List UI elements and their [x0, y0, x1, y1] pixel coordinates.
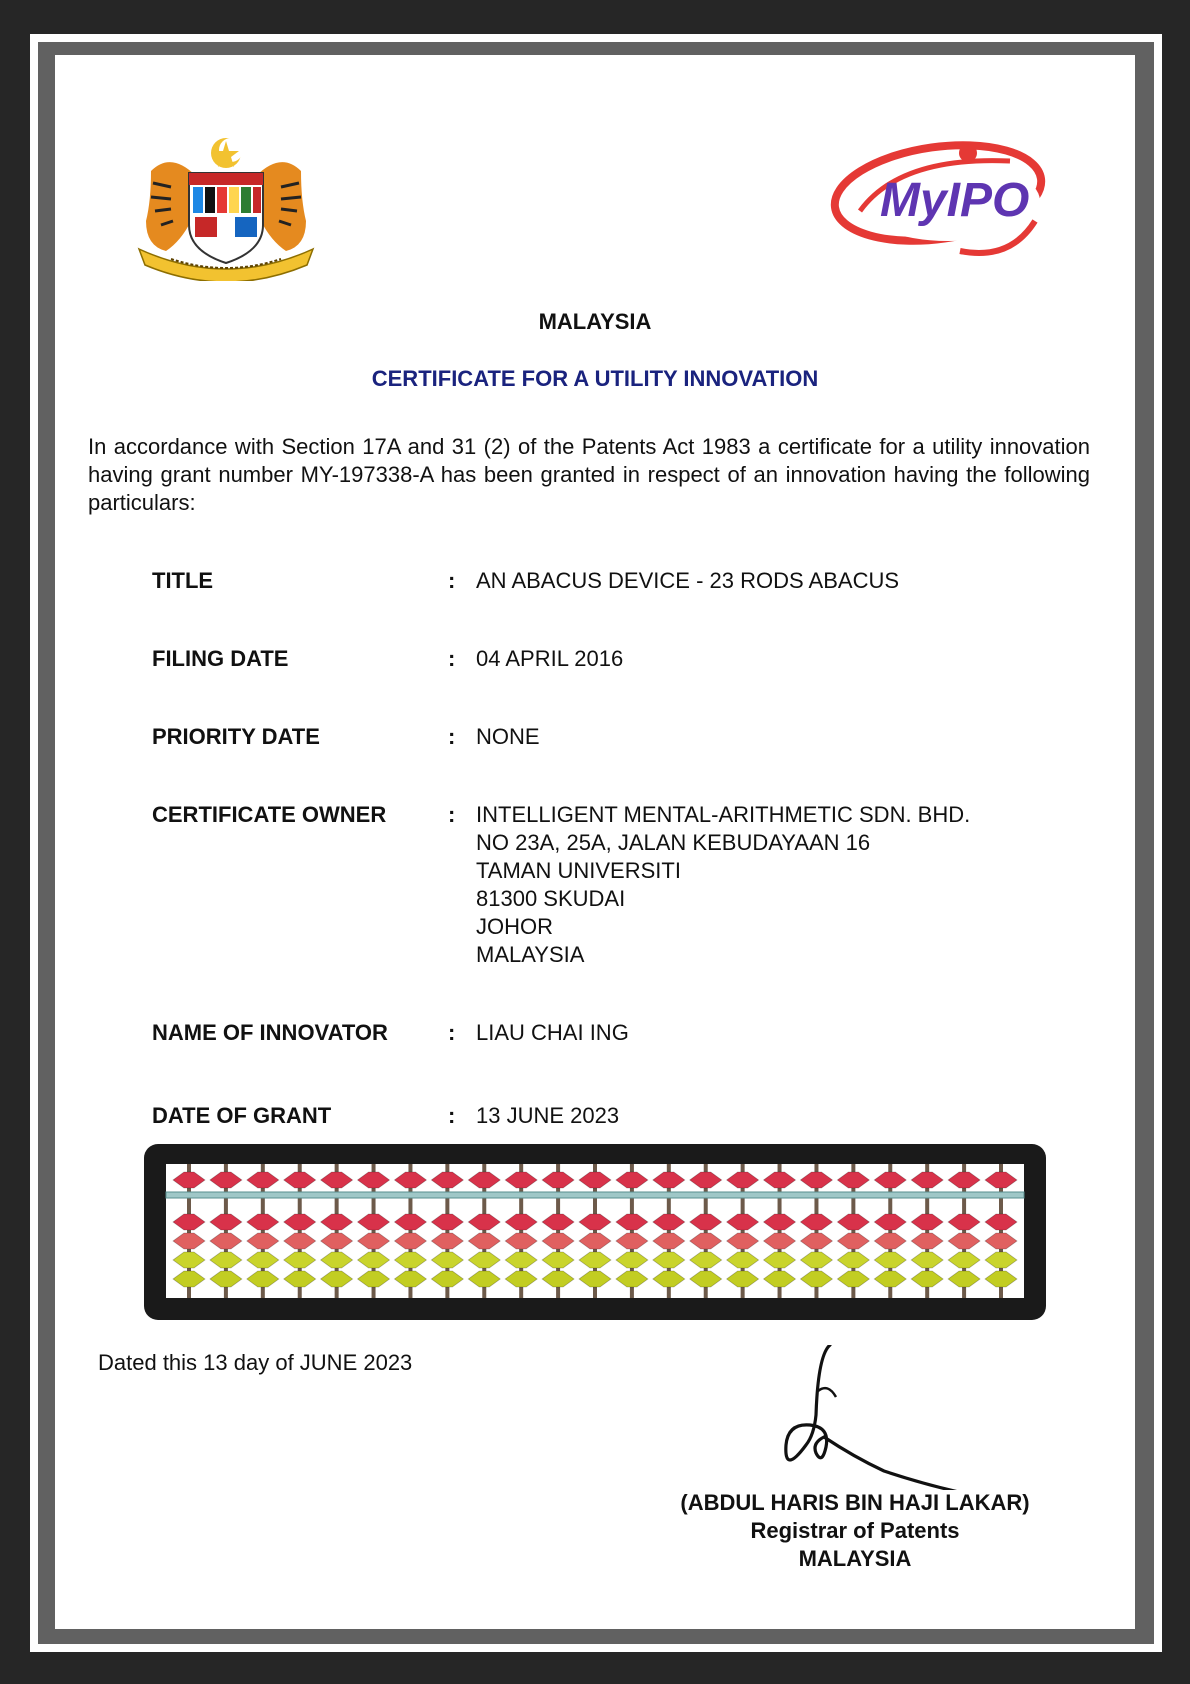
particular-label: NAME OF INNOVATOR	[152, 1020, 388, 1045]
dated-line: Dated this 13 day of JUNE 2023	[98, 1350, 413, 1375]
signatory-position: Registrar of Patents	[750, 1518, 960, 1543]
particular-value	[476, 1019, 1076, 1047]
particular-label: FILING DATE	[152, 646, 289, 671]
particular-value	[476, 1102, 1076, 1130]
colon: :	[448, 724, 456, 749]
value-line: 81300 SKUDAI	[476, 886, 626, 911]
value-line: INTELLIGENT MENTAL-ARITHMETIC SDN. BHD.	[476, 802, 971, 827]
colon: :	[448, 802, 456, 827]
signatory-block	[655, 1489, 1055, 1573]
value-line: MALAYSIA	[476, 942, 585, 967]
value-line: LIAU CHAI ING	[476, 1020, 629, 1045]
value-line: 13 JUNE 2023	[476, 1103, 620, 1128]
certificate-title: CERTIFICATE FOR A UTILITY INNOVATION	[371, 366, 819, 391]
colon: :	[448, 646, 456, 671]
value-line: NONE	[476, 724, 540, 749]
intro-paragraph: In accordance with Section 17A and 31 (2) of the Patents Act 1983 a certificate for a utility innovation having grant number MY-197338-A has been granted in respect of an innovation having the following particulars:	[88, 434, 1090, 515]
abacus-image	[144, 1144, 1046, 1320]
malaysia-coat-of-arms-icon	[131, 131, 321, 281]
value-line: JOHOR	[476, 914, 553, 939]
particular-value	[476, 567, 1076, 595]
particular-value	[476, 723, 1076, 751]
colon: :	[448, 568, 456, 593]
value-line: 04 APRIL 2016	[476, 646, 624, 671]
myipo-logo-icon	[830, 133, 1052, 283]
colon: :	[448, 1020, 456, 1045]
value-line: NO 23A, 25A, JALAN KEBUDAYAAN 16	[476, 830, 871, 855]
svg-text:MyIPO: MyIPO	[880, 174, 1030, 227]
signatory-country: MALAYSIA	[798, 1546, 912, 1571]
particular-label: CERTIFICATE OWNER	[152, 802, 387, 827]
signature-image	[770, 1345, 1020, 1490]
signatory-name: (ABDUL HARIS BIN HAJI LAKAR)	[680, 1490, 1030, 1515]
value-line: TAMAN UNIVERSITI	[476, 858, 681, 883]
particular-value	[476, 801, 1076, 969]
country-heading: MALAYSIA	[538, 309, 652, 334]
particular-value	[476, 645, 1076, 673]
value-line: AN ABACUS DEVICE - 23 RODS ABACUS	[476, 568, 900, 593]
particular-label: DATE OF GRANT	[152, 1103, 332, 1128]
particular-label: TITLE	[152, 568, 214, 593]
particular-label: PRIORITY DATE	[152, 724, 320, 749]
colon: :	[448, 1103, 456, 1128]
